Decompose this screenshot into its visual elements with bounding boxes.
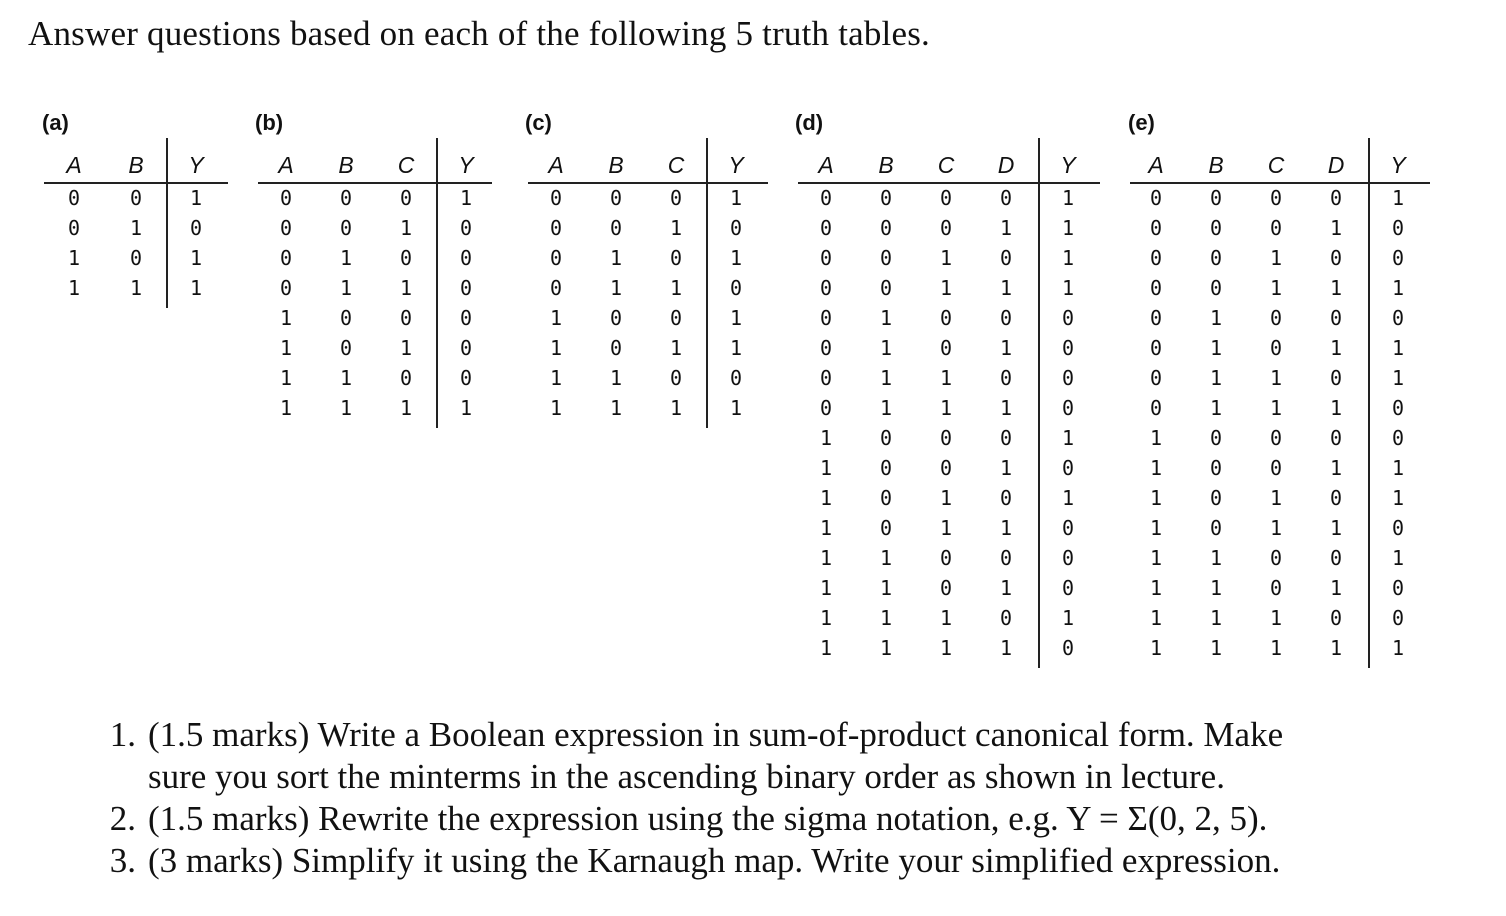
table-cell: 0 (999, 366, 1013, 390)
table-cell: 0 (1329, 606, 1343, 630)
table-cell: 0 (879, 246, 893, 270)
table-cell: 0 (549, 216, 563, 240)
table-cell: 1 (609, 366, 623, 390)
table-cell: 1 (1391, 336, 1405, 360)
table-cell: 1 (1329, 396, 1343, 420)
table-cell: 0 (1391, 306, 1405, 330)
table-cell: 0 (1061, 516, 1075, 540)
column-header: A (66, 152, 82, 178)
table-cell: 1 (1149, 486, 1163, 510)
table-cell: 0 (1391, 246, 1405, 270)
question-text: (3 marks) Simplify it using the Karnaugh map. Write your simplified expression. (148, 841, 1281, 880)
table-cell: 0 (1149, 366, 1163, 390)
table-cell: 0 (939, 336, 953, 360)
table-cell: 0 (1061, 306, 1075, 330)
table-cell: 1 (819, 456, 833, 480)
table-cell: 1 (819, 516, 833, 540)
table-cell: 1 (1329, 636, 1343, 660)
table-cell: 0 (669, 186, 683, 210)
table-cell: 0 (459, 246, 473, 270)
table-cell: 0 (549, 246, 563, 270)
table-cell: 0 (1269, 546, 1283, 570)
table-cell: 0 (1061, 366, 1075, 390)
table-cell: 0 (279, 276, 293, 300)
output-divider (1368, 138, 1370, 668)
table-cell: 0 (819, 276, 833, 300)
table-cell: 1 (1149, 426, 1163, 450)
table-cell: 0 (729, 366, 743, 390)
table-cell: 1 (399, 396, 413, 420)
table-cell: 0 (1269, 336, 1283, 360)
table-cell: 1 (1061, 276, 1075, 300)
table-cell: 1 (399, 276, 413, 300)
table-cell: 1 (1391, 546, 1405, 570)
table-cell: 1 (879, 366, 893, 390)
table-cell: 0 (459, 366, 473, 390)
table-cell: 1 (729, 186, 743, 210)
question-list (80, 714, 1490, 882)
header-rule (798, 182, 1100, 184)
table-cell: 0 (1329, 486, 1343, 510)
table-cell: 1 (1149, 636, 1163, 660)
table-cell: 1 (1329, 576, 1343, 600)
question-number: 2. (109, 799, 136, 838)
question-3 (80, 840, 1490, 882)
table-cell: 1 (1329, 336, 1343, 360)
question-2 (80, 798, 1490, 840)
table-cell: 0 (879, 456, 893, 480)
table-cell: 0 (339, 336, 353, 360)
output-divider (436, 138, 438, 428)
table-cell: 0 (819, 246, 833, 270)
table-cell: 1 (1209, 336, 1223, 360)
table-cell: 0 (459, 306, 473, 330)
table-cell: 1 (819, 636, 833, 660)
table-cell: 1 (939, 276, 953, 300)
table-cell: 1 (999, 396, 1013, 420)
table-cell: 1 (1269, 396, 1283, 420)
table-cell: 1 (879, 636, 893, 660)
table-cell: 0 (549, 186, 563, 210)
table-cell: 0 (1209, 246, 1223, 270)
table-cell: 1 (729, 336, 743, 360)
question-text: (1.5 marks) Write a Boolean expression in sum-of-product canonical form. Make (148, 715, 1284, 754)
table-cell: 1 (1209, 366, 1223, 390)
table-cell: 1 (819, 546, 833, 570)
table-cell: 1 (1149, 516, 1163, 540)
table-cell: 0 (1209, 186, 1223, 210)
table-cell: 0 (999, 426, 1013, 450)
table-cell: 1 (1391, 456, 1405, 480)
table-cell: 0 (1149, 276, 1163, 300)
table-cell: 1 (939, 606, 953, 630)
table-cell: 0 (1269, 216, 1283, 240)
output-divider (706, 138, 708, 428)
table-cell: 0 (1329, 246, 1343, 270)
table-cell: 0 (1329, 426, 1343, 450)
header-rule (258, 182, 492, 184)
table-cell: 1 (1061, 426, 1075, 450)
table-cell: 1 (279, 366, 293, 390)
table-cell: 1 (1209, 396, 1223, 420)
table-cell: 0 (939, 456, 953, 480)
table-cell: 1 (819, 426, 833, 450)
table-label: (d) (795, 110, 824, 135)
table-cell: 0 (1209, 516, 1223, 540)
table-cell: 1 (339, 246, 353, 270)
table-cell: 1 (549, 366, 563, 390)
table-cell: 0 (399, 306, 413, 330)
table-cell: 0 (729, 276, 743, 300)
table-cell: 0 (1269, 576, 1283, 600)
table-label: (b) (255, 110, 284, 135)
table-cell: 0 (1209, 216, 1223, 240)
table-cell: 1 (1061, 186, 1075, 210)
table-cell: 1 (999, 576, 1013, 600)
column-header: B (1208, 152, 1224, 178)
table-cell: 0 (879, 276, 893, 300)
question-number: 3. (109, 841, 136, 880)
table-cell: 1 (279, 396, 293, 420)
table-cell: 1 (279, 336, 293, 360)
table-cell: 0 (1149, 396, 1163, 420)
table-cell: 1 (1329, 216, 1343, 240)
table-label: (a) (42, 110, 69, 135)
table-cell: 1 (67, 246, 81, 270)
table-label: (e) (1128, 110, 1155, 135)
table-cell: 1 (879, 336, 893, 360)
table-cell: 1 (399, 336, 413, 360)
column-header: Y (1060, 152, 1076, 178)
question-1 (80, 714, 1490, 798)
column-header: Y (1390, 152, 1406, 178)
table-cell: 1 (609, 276, 623, 300)
table-cell: 0 (189, 216, 203, 240)
table-cell: 0 (999, 246, 1013, 270)
table-cell: 1 (339, 366, 353, 390)
table-cell: 1 (129, 216, 143, 240)
table-cell: 1 (1269, 246, 1283, 270)
table-cell: 0 (1061, 636, 1075, 660)
table-cell: 1 (1269, 606, 1283, 630)
table-cell: 1 (279, 306, 293, 330)
table-cell: 1 (1391, 486, 1405, 510)
table-cell: 0 (1149, 216, 1163, 240)
header-rule (1130, 182, 1430, 184)
table-cell: 0 (129, 246, 143, 270)
table-cell: 1 (1209, 606, 1223, 630)
table-cell: 0 (279, 216, 293, 240)
question-text: (1.5 marks) Rewrite the expression using the sigma notation, e.g. Y = Σ(0, 2, 5). (148, 799, 1268, 838)
table-cell: 0 (1391, 396, 1405, 420)
table-cell: 1 (609, 396, 623, 420)
table-cell: 1 (1149, 576, 1163, 600)
table-cell: 0 (1061, 546, 1075, 570)
table-cell: 1 (819, 606, 833, 630)
output-divider (1038, 138, 1040, 668)
table-cell: 0 (939, 216, 953, 240)
table-cell: 1 (1209, 546, 1223, 570)
table-cell: 0 (609, 216, 623, 240)
table-cell: 1 (669, 216, 683, 240)
table-cell: 0 (609, 186, 623, 210)
table-cell: 1 (1061, 216, 1075, 240)
table-cell: 1 (189, 246, 203, 270)
table-cell: 1 (999, 456, 1013, 480)
table-cell: 0 (279, 246, 293, 270)
table-cell: 1 (1329, 516, 1343, 540)
table-cell: 0 (939, 306, 953, 330)
table-cell: 0 (549, 276, 563, 300)
table-cell: 0 (819, 186, 833, 210)
table-cell: 0 (819, 306, 833, 330)
table-cell: 0 (819, 366, 833, 390)
table-cell: 0 (879, 216, 893, 240)
question-text: sure you sort the minterms in the ascending binary order as shown in lecture. (148, 757, 1225, 796)
column-header: A (1148, 152, 1164, 178)
table-cell: 0 (1061, 456, 1075, 480)
column-header: B (608, 152, 624, 178)
table-cell: 1 (1329, 276, 1343, 300)
column-header: C (937, 152, 955, 178)
table-cell: 1 (1269, 276, 1283, 300)
table-cell: 1 (1269, 636, 1283, 660)
table-cell: 1 (67, 276, 81, 300)
table-cell: 1 (549, 396, 563, 420)
output-divider (166, 138, 168, 308)
table-cell: 1 (1149, 606, 1163, 630)
table-cell: 0 (939, 546, 953, 570)
table-cell: 0 (939, 426, 953, 450)
header-rule (528, 182, 768, 184)
column-header: D (997, 152, 1015, 178)
table-cell: 1 (1149, 456, 1163, 480)
table-cell: 1 (669, 396, 683, 420)
column-header: A (548, 152, 564, 178)
table-cell: 1 (999, 636, 1013, 660)
table-cell: 0 (339, 306, 353, 330)
table-cell: 1 (1391, 276, 1405, 300)
table-cell: 0 (339, 216, 353, 240)
table-cell: 1 (339, 396, 353, 420)
table-cell: 0 (999, 306, 1013, 330)
column-header: C (667, 152, 685, 178)
table-cell: 1 (1209, 306, 1223, 330)
table-cell: 0 (609, 306, 623, 330)
table-cell: 1 (669, 336, 683, 360)
table-cell: 0 (399, 366, 413, 390)
column-header: B (878, 152, 894, 178)
table-cell: 1 (939, 516, 953, 540)
table-cell: 0 (1269, 306, 1283, 330)
column-header: B (128, 152, 144, 178)
table-cell: 0 (1149, 336, 1163, 360)
table-cell: 0 (1209, 456, 1223, 480)
table-cell: 1 (999, 336, 1013, 360)
table-cell: 1 (999, 276, 1013, 300)
table-cell: 0 (1149, 246, 1163, 270)
table-cell: 1 (129, 276, 143, 300)
table-cell: 1 (1061, 486, 1075, 510)
table-cell: 0 (129, 186, 143, 210)
table-cell: 0 (1391, 576, 1405, 600)
table-cell: 0 (609, 336, 623, 360)
table-cell: 0 (1329, 546, 1343, 570)
table-cell: 1 (549, 306, 563, 330)
table-cell: 0 (669, 306, 683, 330)
table-cell: 0 (1391, 606, 1405, 630)
table-cell: 1 (819, 486, 833, 510)
table-cell: 1 (189, 276, 203, 300)
table-cell: 1 (1329, 456, 1343, 480)
table-cell: 0 (879, 486, 893, 510)
table-cell: 1 (879, 606, 893, 630)
table-cell: 0 (399, 186, 413, 210)
table-cell: 1 (1269, 366, 1283, 390)
column-header: C (397, 152, 415, 178)
table-cell: 0 (279, 186, 293, 210)
table-cell: 0 (1391, 516, 1405, 540)
table-cell: 0 (1061, 336, 1075, 360)
table-cell: 1 (1391, 186, 1405, 210)
table-cell: 0 (459, 216, 473, 240)
table-cell: 1 (999, 516, 1013, 540)
table-cell: 1 (459, 186, 473, 210)
table-cell: 1 (1269, 516, 1283, 540)
table-cell: 1 (1061, 246, 1075, 270)
column-header: D (1327, 152, 1345, 178)
table-cell: 0 (1209, 426, 1223, 450)
table-cell: 0 (1209, 486, 1223, 510)
column-header: Y (188, 152, 204, 178)
column-header: Y (728, 152, 744, 178)
table-cell: 0 (879, 516, 893, 540)
table-cell: 0 (879, 186, 893, 210)
table-label: (c) (525, 110, 552, 135)
table-cell: 1 (1391, 366, 1405, 390)
column-header: A (278, 152, 294, 178)
table-cell: 0 (1209, 276, 1223, 300)
table-cell: 1 (939, 396, 953, 420)
table-cell: 1 (939, 636, 953, 660)
table-cell: 1 (879, 576, 893, 600)
table-cell: 1 (549, 336, 563, 360)
table-cell: 1 (819, 576, 833, 600)
table-cell: 1 (939, 486, 953, 510)
table-cell: 1 (879, 306, 893, 330)
table-cell: 0 (999, 486, 1013, 510)
table-cell: 0 (999, 546, 1013, 570)
table-cell: 0 (1149, 186, 1163, 210)
column-header: C (1267, 152, 1285, 178)
table-cell: 0 (459, 336, 473, 360)
table-cell: 0 (1269, 456, 1283, 480)
table-cell: 0 (999, 606, 1013, 630)
table-cell: 0 (999, 186, 1013, 210)
table-cell: 0 (1329, 366, 1343, 390)
table-cell: 1 (339, 276, 353, 300)
table-cell: 1 (1061, 606, 1075, 630)
table-cell: 1 (879, 546, 893, 570)
table-cell: 0 (1269, 426, 1283, 450)
table-cell: 0 (939, 186, 953, 210)
table-cell: 0 (1329, 186, 1343, 210)
column-header: A (818, 152, 834, 178)
column-header: B (338, 152, 354, 178)
table-cell: 0 (1391, 216, 1405, 240)
table-cell: 0 (939, 576, 953, 600)
table-cell: 1 (1391, 636, 1405, 660)
table-cell: 1 (669, 276, 683, 300)
table-cell: 1 (879, 396, 893, 420)
table-cell: 1 (939, 366, 953, 390)
page-title: Answer questions based on each of the following 5 truth tables. (28, 14, 930, 53)
table-cell: 0 (459, 276, 473, 300)
table-cell: 1 (1209, 636, 1223, 660)
column-header: Y (458, 152, 474, 178)
table-cell: 1 (729, 306, 743, 330)
table-cell: 0 (67, 186, 81, 210)
table-cell: 0 (819, 216, 833, 240)
table-cell: 0 (339, 186, 353, 210)
table-cell: 0 (669, 246, 683, 270)
table-cell: 0 (399, 246, 413, 270)
table-cell: 0 (1061, 396, 1075, 420)
table-cell: 1 (729, 396, 743, 420)
table-cell: 1 (399, 216, 413, 240)
table-cell: 1 (609, 246, 623, 270)
table-cell: 1 (999, 216, 1013, 240)
question-number: 1. (109, 715, 136, 754)
table-cell: 1 (939, 246, 953, 270)
table-cell: 1 (189, 186, 203, 210)
table-cell: 0 (879, 426, 893, 450)
table-cell: 1 (1149, 546, 1163, 570)
table-cell: 0 (67, 216, 81, 240)
table-cell: 0 (1329, 306, 1343, 330)
table-cell: 1 (729, 246, 743, 270)
table-cell: 0 (1149, 306, 1163, 330)
table-cell: 0 (1269, 186, 1283, 210)
header-rule (44, 182, 228, 184)
table-cell: 0 (819, 396, 833, 420)
table-cell: 0 (1391, 426, 1405, 450)
table-cell: 1 (1209, 576, 1223, 600)
table-cell: 1 (459, 396, 473, 420)
table-cell: 0 (1061, 576, 1075, 600)
table-cell: 0 (819, 336, 833, 360)
table-cell: 0 (729, 216, 743, 240)
table-cell: 0 (669, 366, 683, 390)
table-cell: 1 (1269, 486, 1283, 510)
